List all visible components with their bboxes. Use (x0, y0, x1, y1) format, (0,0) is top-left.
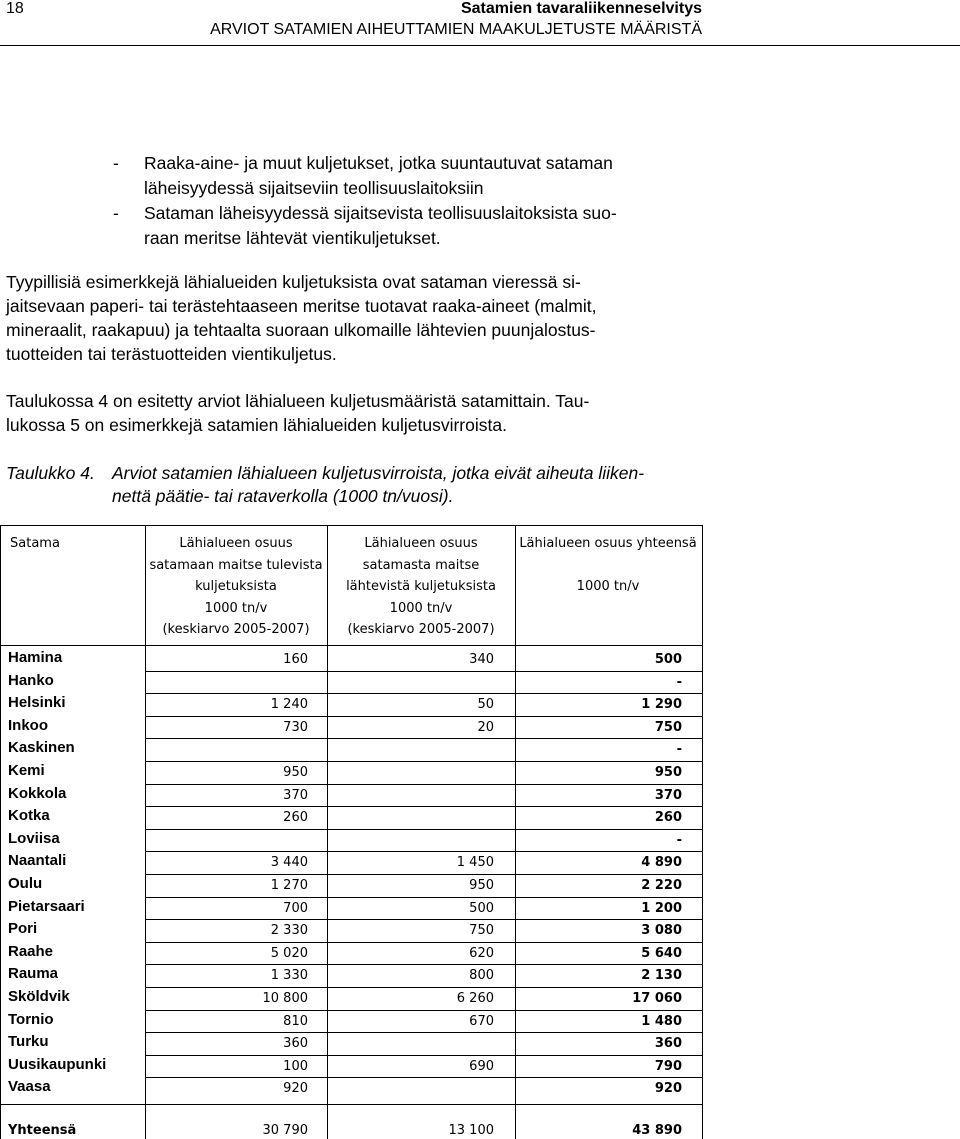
row-divider (145, 874, 702, 875)
port-name: Turku (8, 1033, 49, 1051)
port-name: Raahe (8, 942, 54, 960)
row-value: 6 260 (456, 991, 494, 1006)
row-divider (145, 851, 702, 852)
table-border-right (702, 525, 703, 1139)
port-name: Naantali (8, 852, 67, 870)
row-divider (145, 671, 702, 672)
row-total-value: 790 (654, 1058, 682, 1074)
row-total-value: 17 060 (632, 991, 682, 1006)
column-divider (327, 525, 328, 1139)
page-number: 18 (6, 0, 24, 17)
row-divider (145, 987, 702, 988)
row-value: 160 (283, 652, 308, 667)
row-value: 690 (469, 1058, 494, 1074)
row-total-value: 4 890 (641, 855, 682, 871)
row-divider (145, 829, 702, 830)
port-name: Loviisa (8, 829, 60, 847)
header-cell-line: Satama (10, 536, 60, 551)
row-value: 10 800 (262, 991, 308, 1006)
row-value: 800 (469, 968, 494, 984)
row-total-value: 2 220 (641, 878, 682, 893)
row-divider (145, 964, 702, 965)
row-divider (145, 1077, 702, 1078)
totals-label: Yhteensä (8, 1123, 77, 1138)
paragraph-line: lukossa 5 on esimerkkejä satamien lähialueiden kuljetusvirroista. (6, 415, 507, 435)
row-divider (145, 897, 702, 898)
row-value: 920 (283, 1081, 308, 1097)
row-total-value: 5 640 (641, 945, 682, 961)
paragraph-line: Taulukossa 4 on esitetty arviot lähialueen kuljetusmääristä satamittain. Tau- (6, 391, 590, 411)
row-value: 370 (283, 787, 308, 803)
row-value: 20 (477, 719, 494, 735)
row-total-value: 3 080 (641, 923, 682, 939)
header-cell-line: (keskiarvo 2005-2007) (347, 622, 495, 637)
row-value: 950 (469, 878, 494, 893)
row-value: 1 270 (270, 878, 308, 893)
data-table (0, 525, 960, 1139)
caption-label: Taulukko 4. (6, 463, 95, 483)
row-divider (145, 942, 702, 943)
paragraph-line: jaitsevaan paperi- tai terästehtaaseen meritse tuotavat raaka-aineet (malmit, (6, 296, 597, 316)
row-total-value: 370 (654, 787, 682, 803)
row-divider (145, 1055, 702, 1056)
table-border-top (0, 525, 702, 526)
port-name: Tornio (8, 1010, 54, 1028)
header-cell-line: Lähialueen osuus (364, 536, 478, 551)
bullet-line: läheisyydessä sijaitseviin teollisuuslaitoksiin (144, 178, 484, 198)
row-divider (145, 1032, 702, 1033)
port-name: Kaskinen (8, 739, 75, 757)
document-title: Satamien tavaraliikenneselvitys (460, 0, 702, 17)
port-name: Oulu (8, 875, 43, 892)
row-value: 950 (283, 765, 308, 780)
row-divider (145, 738, 702, 739)
port-name: Inkoo (8, 716, 48, 734)
paragraph-line: tuotteiden tai terästuotteiden vientikuljetus. (6, 344, 337, 364)
row-value: 260 (283, 810, 308, 826)
port-name: Hanko (8, 671, 54, 689)
row-value: 1 330 (270, 968, 308, 984)
port-name: Pietarsaari (8, 897, 85, 915)
header-cell-line: 1000 tn/v (576, 579, 640, 594)
row-total-value: 1 200 (641, 900, 682, 916)
bullet-item (113, 201, 713, 251)
row-value: 360 (283, 1036, 308, 1052)
header-cell-line: satamasta maitse (362, 557, 480, 573)
row-total-value: - (676, 832, 682, 848)
totals-value: 30 790 (262, 1123, 308, 1138)
row-value: 810 (283, 1013, 308, 1029)
row-total-value: 1 290 (641, 697, 682, 713)
header-cell-line: kuljetuksista (195, 579, 277, 594)
port-name: Pori (8, 920, 38, 938)
table-caption (6, 462, 706, 508)
row-divider (145, 693, 702, 694)
row-value: 5 020 (270, 945, 308, 961)
port-name: Rauma (8, 965, 59, 983)
row-value: 100 (283, 1058, 308, 1074)
port-name: Sköldvik (8, 988, 70, 1005)
row-total-value: 950 (654, 765, 682, 780)
port-name: Kokkola (8, 784, 67, 802)
column-divider (145, 525, 146, 1139)
header-rule (0, 45, 960, 46)
row-total-value: 1 480 (641, 1013, 682, 1029)
row-value: 620 (469, 945, 494, 961)
header-cell-line: 1000 tn/v (389, 600, 453, 616)
row-value: 2 330 (270, 923, 308, 939)
caption-text (112, 462, 692, 508)
body-paragraph (6, 270, 702, 366)
header-cell-line: 1000 tn/v (204, 600, 268, 616)
row-total-value: 920 (654, 1081, 682, 1097)
row-value: 50 (477, 697, 494, 713)
bullet-dash: - (113, 153, 119, 173)
row-divider (145, 784, 702, 785)
row-total-value: 2 130 (641, 968, 682, 984)
row-value: 1 450 (456, 855, 494, 871)
row-value: 3 440 (270, 855, 308, 871)
row-value: 340 (469, 652, 494, 667)
port-name: Helsinki (8, 694, 66, 712)
row-total-value: - (676, 674, 682, 690)
header-cell-line: satamaan maitse tulevista (149, 557, 323, 573)
bullet-line: raan meritse lähtevät vientikuljetukset. (144, 228, 441, 248)
row-value: 1 240 (270, 697, 308, 713)
totals-grand-value: 43 890 (632, 1123, 682, 1138)
port-name: Hamina (8, 649, 63, 666)
row-total-value: - (676, 742, 682, 758)
bullet-item (113, 151, 713, 201)
body-paragraph (6, 389, 702, 437)
paragraph-line: mineraalit, raakapuu) ja tehtaalta suoraan ulkomaille lähtevien puunjalostus- (6, 320, 596, 340)
row-value: 700 (283, 900, 308, 916)
port-name: Vaasa (8, 1078, 51, 1096)
row-total-value: 260 (654, 810, 682, 826)
totals-divider (0, 1104, 702, 1105)
bullet-list (113, 151, 713, 251)
row-value: 670 (469, 1013, 494, 1029)
row-value: 750 (469, 923, 494, 939)
bullet-line: Raaka-aine- ja muut kuljetukset, jotka suuntautuvat sataman (144, 153, 613, 173)
port-name: Kemi (8, 762, 45, 779)
row-divider (145, 919, 702, 920)
row-total-value: 750 (654, 719, 682, 735)
paragraph-line: Tyypillisiä esimerkkejä lähialueiden kuljetuksista ovat sataman vieressä si- (6, 272, 581, 292)
table-border-left (0, 525, 1, 1139)
row-divider (145, 806, 702, 807)
port-name: Kotka (8, 807, 50, 825)
row-value: 500 (469, 900, 494, 916)
document-subtitle: ARVIOT SATAMIEN AIHEUTTAMIEN MAAKULJETUSTE MÄÄRISTÄ (210, 21, 702, 38)
bullet-dash: - (113, 203, 119, 223)
totals-value: 13 100 (448, 1123, 494, 1138)
port-name: Uusikaupunki (8, 1055, 107, 1073)
row-total-value: 360 (654, 1036, 682, 1052)
caption-line: Arviot satamien lähialueen kuljetusvirroista, jotka eivät aiheuta liiken- (112, 463, 645, 483)
row-divider (145, 716, 702, 717)
header-cell-line: (keskiarvo 2005-2007) (162, 622, 310, 637)
header-divider (0, 645, 702, 646)
header-cell-line: Lähialueen osuus yhteensä (519, 536, 697, 551)
caption-line: nettä päätie- tai rataverkolla (1000 tn/vuosi). (112, 486, 454, 506)
header-cell-line: Lähialueen osuus (179, 536, 293, 551)
row-value: 730 (283, 719, 308, 735)
row-total-value: 500 (654, 652, 682, 667)
column-divider (515, 525, 516, 1139)
header-cell-line: lähtevistä kuljetuksista (346, 579, 496, 594)
bullet-line: Sataman läheisyydessä sijaitsevista teollisuuslaitoksista suo- (144, 203, 617, 223)
row-divider (145, 1010, 702, 1011)
row-divider (145, 761, 702, 762)
